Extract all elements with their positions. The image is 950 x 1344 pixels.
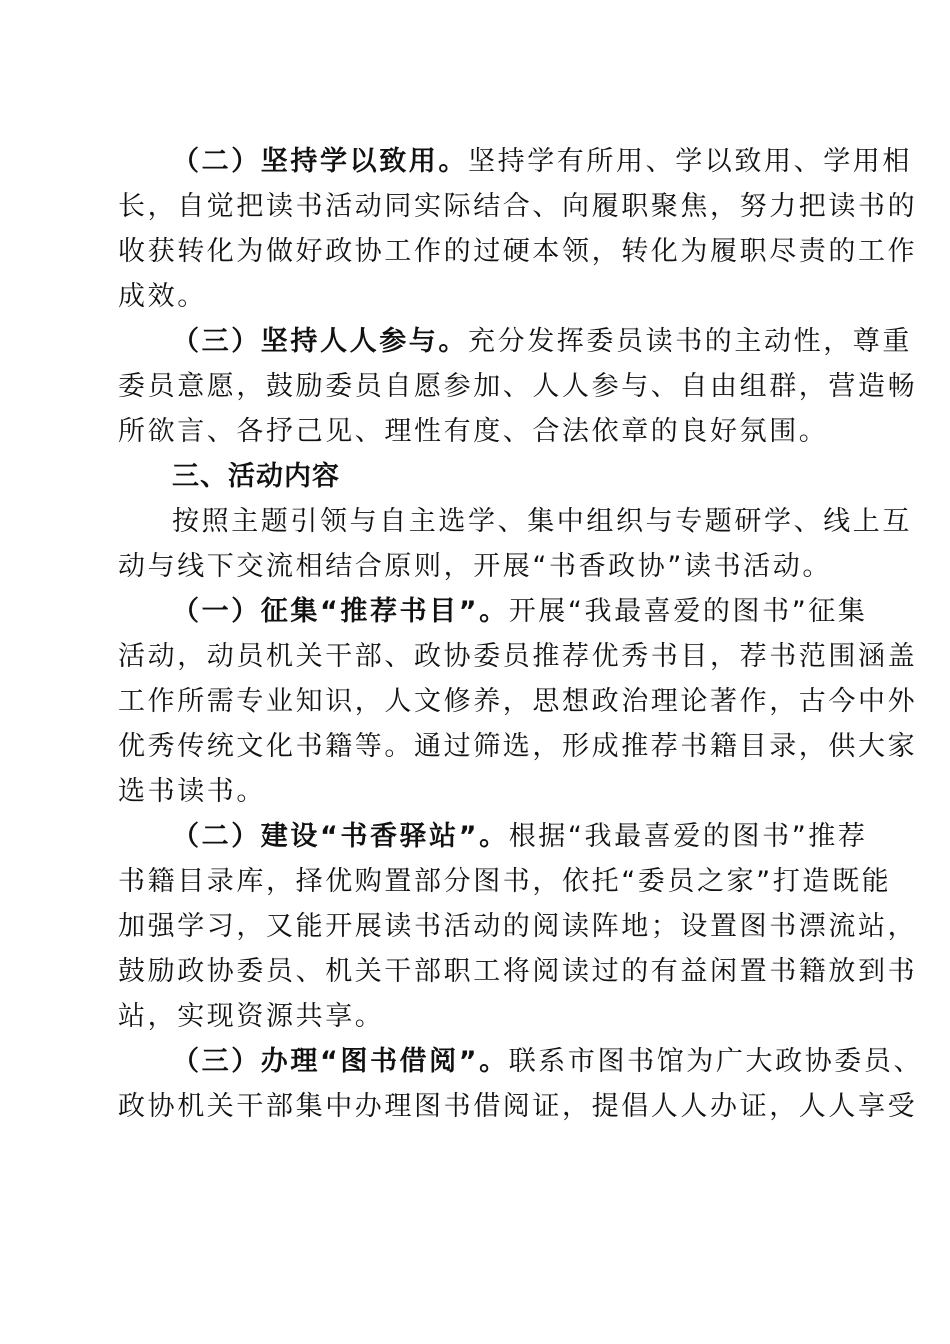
- item-lead: （三）办理“图书借阅”。: [172, 1046, 509, 1077]
- paragraph-line: [172, 320, 912, 364]
- item-line: 站，实现资源共享。: [118, 1001, 385, 1032]
- paragraph-text: 坚持学有所用、学以致用、学用相: [468, 146, 912, 177]
- item-line: [172, 590, 868, 634]
- item-line: [172, 1040, 924, 1084]
- item-text: 开展“我最喜爱的图书”征集: [508, 596, 868, 627]
- intro-line: 按照主题引领与自主选学、集中组织与专题研学、线上互: [172, 506, 912, 537]
- intro-line: 动与线下交流相结合原则，开展“书香政协”读书活动。: [118, 551, 832, 582]
- item-line: 政协机关干部集中办理图书借阅证，提倡人人办证，人人享受: [118, 1091, 918, 1122]
- paragraph-line: 委员意愿，鼓励委员自愿参加、人人参与、自由组群，营造畅: [118, 371, 918, 402]
- paragraph-line: 收获转化为做好政协工作的过硬本领，转化为履职尽责的工作: [118, 236, 918, 267]
- paragraph-lead: （二）坚持学以致用。: [172, 146, 468, 177]
- paragraph-text: 充分发挥委员读书的主动性，尊重: [468, 326, 912, 357]
- paragraph-line: 长，自觉把读书活动同实际结合、向履职聚焦，努力把读书的: [118, 191, 918, 222]
- item-line: 工作所需专业知识，人文修养，思想政治理论著作，古今中外: [118, 686, 918, 717]
- item-line: 优秀传统文化书籍等。通过筛选，形成推荐书籍目录，供大家: [118, 731, 918, 762]
- item-line: 鼓励政协委员、机关干部职工将阅读过的有益闲置书籍放到书: [118, 956, 918, 987]
- paragraph-line: 所欲言、各抒己见、理性有度、合法依章的良好氛围。: [118, 416, 829, 447]
- paragraph-line: [172, 140, 912, 184]
- paragraph-line: 成效。: [118, 281, 207, 312]
- item-line: 加强学习，又能开展读书活动的阅读阵地；设置图书漂流站，: [118, 911, 918, 942]
- item-line: [172, 815, 868, 859]
- item-lead: （一）征集“推荐书目”。: [172, 596, 509, 627]
- section-heading: 三、活动内容: [172, 461, 340, 492]
- item-text: 根据“我最喜爱的图书”推荐: [508, 821, 868, 852]
- item-lead: （二）建设“书香驿站”。: [172, 821, 509, 852]
- paragraph-lead: （三）坚持人人参与。: [172, 326, 468, 357]
- item-line: 书籍目录库，择优购置部分图书，依托“委员之家”打造既能: [118, 866, 892, 897]
- item-line: 选书读书。: [118, 776, 266, 807]
- item-line: 活动，动员机关干部、政协委员推荐优秀书目，荐书范围涵盖: [118, 641, 918, 672]
- item-text: 联系市图书馆为广大政协委员、: [508, 1046, 924, 1077]
